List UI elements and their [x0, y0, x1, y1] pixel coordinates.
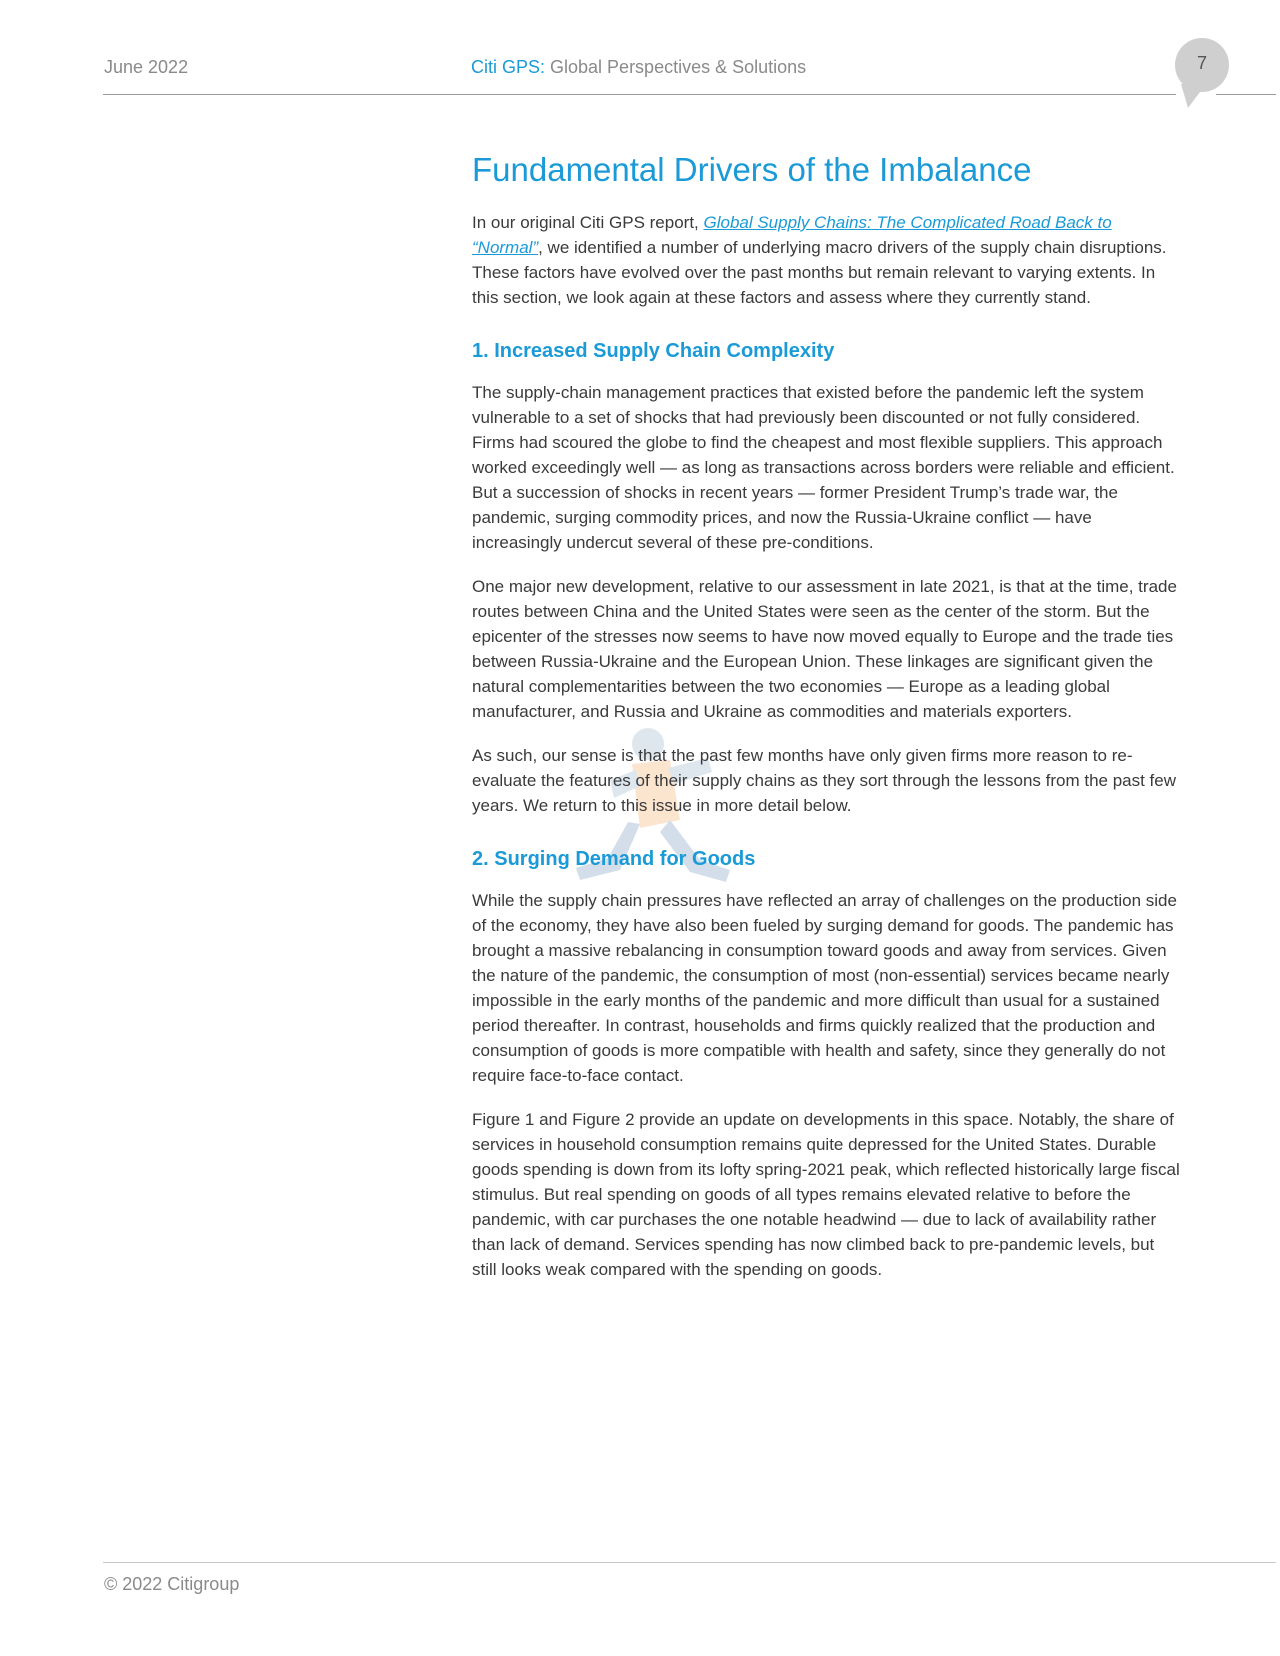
header-divider-right — [1216, 94, 1276, 95]
footer-copyright: © 2022 Citigroup — [104, 1574, 240, 1594]
header-divider — [103, 94, 1176, 95]
page-title: Fundamental Drivers of the Imbalance — [472, 151, 1032, 188]
page-number-badge: 7 — [1175, 38, 1229, 92]
body-paragraph: As such, our sense is that the past few months have only given firms more reason to re-evaluate the features of their supply chains as they sort through the lessons from the past few years. We return to this issue in more detail below. — [472, 746, 1177, 815]
main-content — [472, 150, 1182, 1282]
brand-name: Citi GPS: — [471, 57, 546, 77]
footer-divider — [103, 1562, 1276, 1563]
intro-text-before: In our original Citi GPS report, — [472, 213, 704, 232]
section-heading-surging-demand: 2. Surging Demand for Goods — [472, 848, 756, 870]
body-paragraph: The supply-chain management practices that existed before the pandemic left the system vulnerable to a set of shocks that had previously been discounted or not fully considered. Firms had scoured the globe to find the cheapest and most flexible suppliers. This approach worked exceedingly well — as long as transactions across borders were reliable and efficient. But a succession of shocks in recent years — former President Trump’s trade war, the pandemic, surging commodity prices, and now the Russia-Ukraine conflict — have increasingly undercut several of these pre-conditions. — [472, 383, 1175, 552]
intro-text-after: , we identified a number of underlying macro drivers of the supply chain disruptions. These factors have evolved over the past months but remain relevant to varying extents. In this section, we look again at these factors and assess where they currently stand. — [472, 238, 1167, 307]
intro-paragraph — [472, 210, 1182, 310]
body-paragraph: While the supply chain pressures have reflected an array of challenges on the production side of the economy, they have also been fueled by surging demand for goods. The pandemic has brought a massive rebalancing in consumption toward goods and away from services. Given the nature of the pandemic, the consumption of most (non-essential) services became nearly impossible in the early months of the pandemic and more difficult than usual for a sustained period thereafter. In contrast, households and firms quickly realized that the production and consumption of goods is more compatible with health and safety, since they generally do not require face-to-face contact. — [472, 891, 1177, 1085]
header-brand — [471, 57, 806, 78]
brand-tagline: Global Perspectives & Solutions — [545, 57, 807, 77]
body-paragraph: One major new development, relative to our assessment in late 2021, is that at the time, trade routes between China and the United States were seen as the center of the storm. But the epicenter of the stresses now seems to have now moved equally to Europe and the trade ties between Russia-Ukraine and the European Union. These linkages are significant given the natural complementarities between the two economies — Europe as a leading global manufacturer, and Russia and Ukraine as commodities and materials exporters. — [472, 577, 1177, 721]
report-link[interactable]: Global Supply Chains: The Complicated Road Back to “Normal” — [472, 213, 1112, 257]
section-heading-supply-chain-complexity: 1. Increased Supply Chain Complexity — [472, 340, 835, 362]
header-date: June 2022 — [104, 57, 189, 77]
body-paragraph: Figure 1 and Figure 2 provide an update on developments in this space. Notably, the share of services in household consumption remains quite depressed for the United States. Durable goods spending is down from its lofty spring-2021 peak, which reflected historically large fiscal stimulus. But real spending on goods of all types remains elevated relative to before the pandemic, with car purchases the one notable headwind — due to lack of availability rather than lack of demand. Services spending has now climbed back to pre-pandemic levels, but still looks weak compared with the spending on goods. — [472, 1110, 1180, 1279]
